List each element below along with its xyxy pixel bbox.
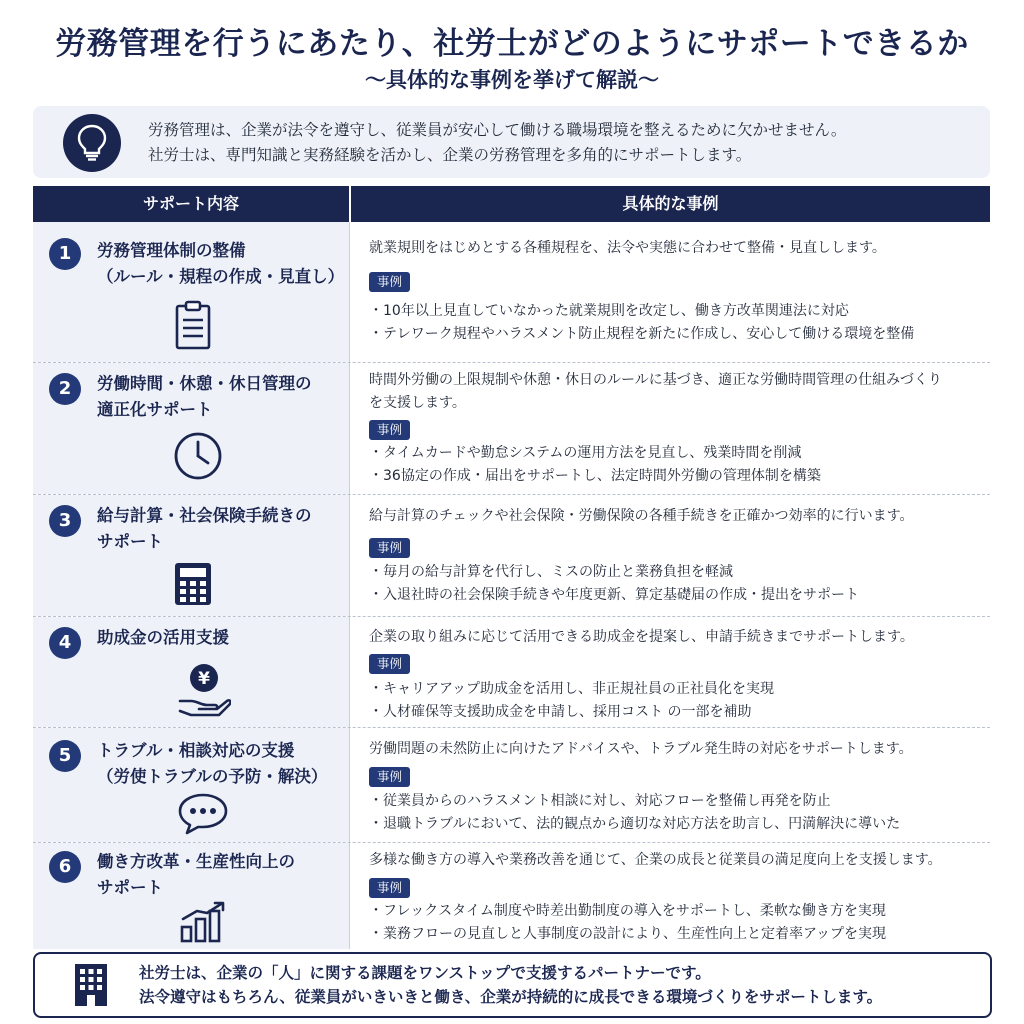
growth-chart-icon xyxy=(179,901,229,943)
row-title-line-2: サポート xyxy=(97,532,163,551)
row-number: 1 xyxy=(49,238,81,270)
svg-text:¥: ¥ xyxy=(198,669,210,689)
row-title-line-1: 労務管理体制の整備 xyxy=(97,241,246,260)
example-bullet: ・10年以上見直していなかった就業規則を改定し、働き方改革関連法に対応 xyxy=(369,303,849,319)
row-title-line-1: 働き方改革・生産性向上の xyxy=(97,852,295,871)
row-description xyxy=(369,626,979,649)
example-bullet: ・業務フローの見直しと人事制度の設計により、生産性向上と定着率アップを実現 xyxy=(369,926,887,942)
row-title-line-2: サポート xyxy=(97,878,163,897)
row-label-cell xyxy=(33,363,350,494)
row-label-cell xyxy=(33,617,350,727)
example-bullet: ・タイムカードや勤怠システムの運用方法を見直し、残業時間を削減 xyxy=(369,445,802,461)
row-title xyxy=(97,625,229,651)
row-number: 6 xyxy=(49,851,81,883)
row-description-line-1: 時間外労働の上限規制や休憩・休日のルールに基づき、適正な労働時間管理の仕組みづくり xyxy=(369,372,942,388)
table-row xyxy=(33,843,990,949)
example-tag: 事例 xyxy=(369,767,410,787)
row-title-line-1: 給与計算・社会保険手続きの xyxy=(97,506,312,525)
example-bullet: ・人材確保等支援助成金を申請し、採用コスト の一部を補助 xyxy=(369,704,752,720)
row-title-line-2: （ルール・規程の作成・見直し） xyxy=(97,267,345,286)
row-description-line-1: 企業の取り組みに応じて活用できる助成金を提案し、申請手続きまでサポートします。 xyxy=(369,629,914,645)
row-title xyxy=(97,238,344,290)
row-title xyxy=(97,371,312,423)
row-description xyxy=(369,849,979,872)
chat-bubble-icon xyxy=(177,792,229,836)
row-number: 5 xyxy=(49,740,81,772)
footer-line-1: 社労士は、企業の「人」に関する課題をワンストップで支援するパートナーです。 xyxy=(139,964,711,982)
example-bullet: ・36協定の作成・届出をサポートし、法定時間外労働の管理体制を構築 xyxy=(369,468,821,484)
table-row xyxy=(33,728,990,843)
example-bullet: ・テレワーク規程やハラスメント防止規程を新たに作成し、安心して働ける環境を整備 xyxy=(369,326,915,342)
table-header xyxy=(33,186,990,222)
example-bullet: ・退職トラブルにおいて、法的観点から適切な対応方法を助言し、円満解決に導いた xyxy=(369,816,901,832)
clipboard-icon xyxy=(173,300,213,350)
row-number: 3 xyxy=(49,505,81,537)
table-row xyxy=(33,222,990,363)
row-title xyxy=(97,738,327,790)
row-title-line-2: 適正化サポート xyxy=(97,400,213,419)
example-tag: 事例 xyxy=(369,420,410,440)
intro-panel xyxy=(33,106,990,178)
row-number: 4 xyxy=(49,627,81,659)
page-title: 労務管理を行うにあたり、社労士がどのようにサポートできるか xyxy=(55,26,969,62)
footer-text xyxy=(139,961,882,1009)
example-tag: 事例 xyxy=(369,878,410,898)
row-label-cell xyxy=(33,843,350,949)
example-bullets xyxy=(369,678,989,724)
row-title xyxy=(97,503,312,555)
example-bullets xyxy=(369,300,989,346)
example-bullet: ・入退社時の社会保険手続きや年度更新、算定基礎届の作成・提出をサポート xyxy=(369,587,859,603)
row-number: 2 xyxy=(49,373,81,405)
row-title-line-1: 労働時間・休憩・休日管理の xyxy=(97,374,312,393)
row-description xyxy=(369,369,979,415)
table-row xyxy=(33,495,990,617)
lightbulb-icon xyxy=(63,114,121,172)
example-bullet: ・毎月の給与計算を代行し、ミスの防止と業務負担を軽減 xyxy=(369,564,733,580)
table-row xyxy=(33,617,990,728)
clock-icon xyxy=(173,431,223,481)
example-tag: 事例 xyxy=(369,272,410,292)
row-description xyxy=(369,237,979,260)
row-description-line-1: 就業規則をはじめとする各種規程を、法令や実態に合わせて整備・見直しします。 xyxy=(369,240,886,256)
intro-line-2: 社労士は、専門知識と実務経験を活かし、企業の労務管理を多角的にサポートします。 xyxy=(148,146,752,164)
header-examples: 具体的な事例 xyxy=(622,194,719,213)
intro-text xyxy=(148,118,846,168)
example-bullets xyxy=(369,561,989,607)
example-tag: 事例 xyxy=(369,654,410,674)
row-title-line-2: （労使トラブルの予防・解決） xyxy=(97,767,328,786)
row-title-line-1: 助成金の活用支援 xyxy=(97,628,229,647)
intro-line-1: 労務管理は、企業が法令を遵守し、従業員が安心して働ける職場環境を整えるために欠かせません。 xyxy=(148,121,847,139)
row-description xyxy=(369,738,979,761)
row-label-cell xyxy=(33,222,350,362)
yen-hand-icon xyxy=(177,663,231,719)
example-bullets xyxy=(369,790,989,836)
row-label-cell xyxy=(33,495,350,616)
example-bullets xyxy=(369,442,989,488)
example-tag: 事例 xyxy=(369,538,410,558)
example-bullet: ・フレックスタイム制度や時差出勤制度の導入をサポートし、柔軟な働き方を実現 xyxy=(369,903,886,919)
example-bullet: ・従業員からのハラスメント相談に対し、対応フローを整備し再発を防止 xyxy=(369,793,831,809)
row-label-cell xyxy=(33,728,350,842)
row-description-line-1: 労働問題の未然防止に向けたアドバイスや、トラブル発生時の対応をサポートします。 xyxy=(369,741,913,757)
example-bullets xyxy=(369,900,989,946)
building-icon xyxy=(71,962,111,1008)
row-description-line-1: 給与計算のチェックや社会保険・労働保険の各種手続きを正確かつ効率的に行います。 xyxy=(369,508,914,524)
row-description-line-1: 多様な働き方の導入や業務改善を通じて、企業の成長と従業員の満足度向上を支援します。 xyxy=(369,852,942,868)
page-subtitle: 〜具体的な事例を挙げて解説〜 xyxy=(365,68,659,92)
table-row xyxy=(33,363,990,495)
example-bullet: ・キャリアアップ助成金を活用し、非正規社員の正社員化を実現 xyxy=(369,681,775,697)
row-description-line-2: を支援します。 xyxy=(369,395,466,411)
row-title xyxy=(97,849,295,901)
header-support-content: サポート内容 xyxy=(142,194,239,213)
row-description xyxy=(369,505,979,528)
row-title-line-1: トラブル・相談対応の支援 xyxy=(97,741,295,760)
calculator-icon xyxy=(173,561,213,607)
footer-summary xyxy=(33,952,992,1018)
footer-line-2: 法令遵守はもちろん、従業員がいきいきと働き、企業が持続的に成長できる環境づくりをサポートします。 xyxy=(139,988,883,1006)
